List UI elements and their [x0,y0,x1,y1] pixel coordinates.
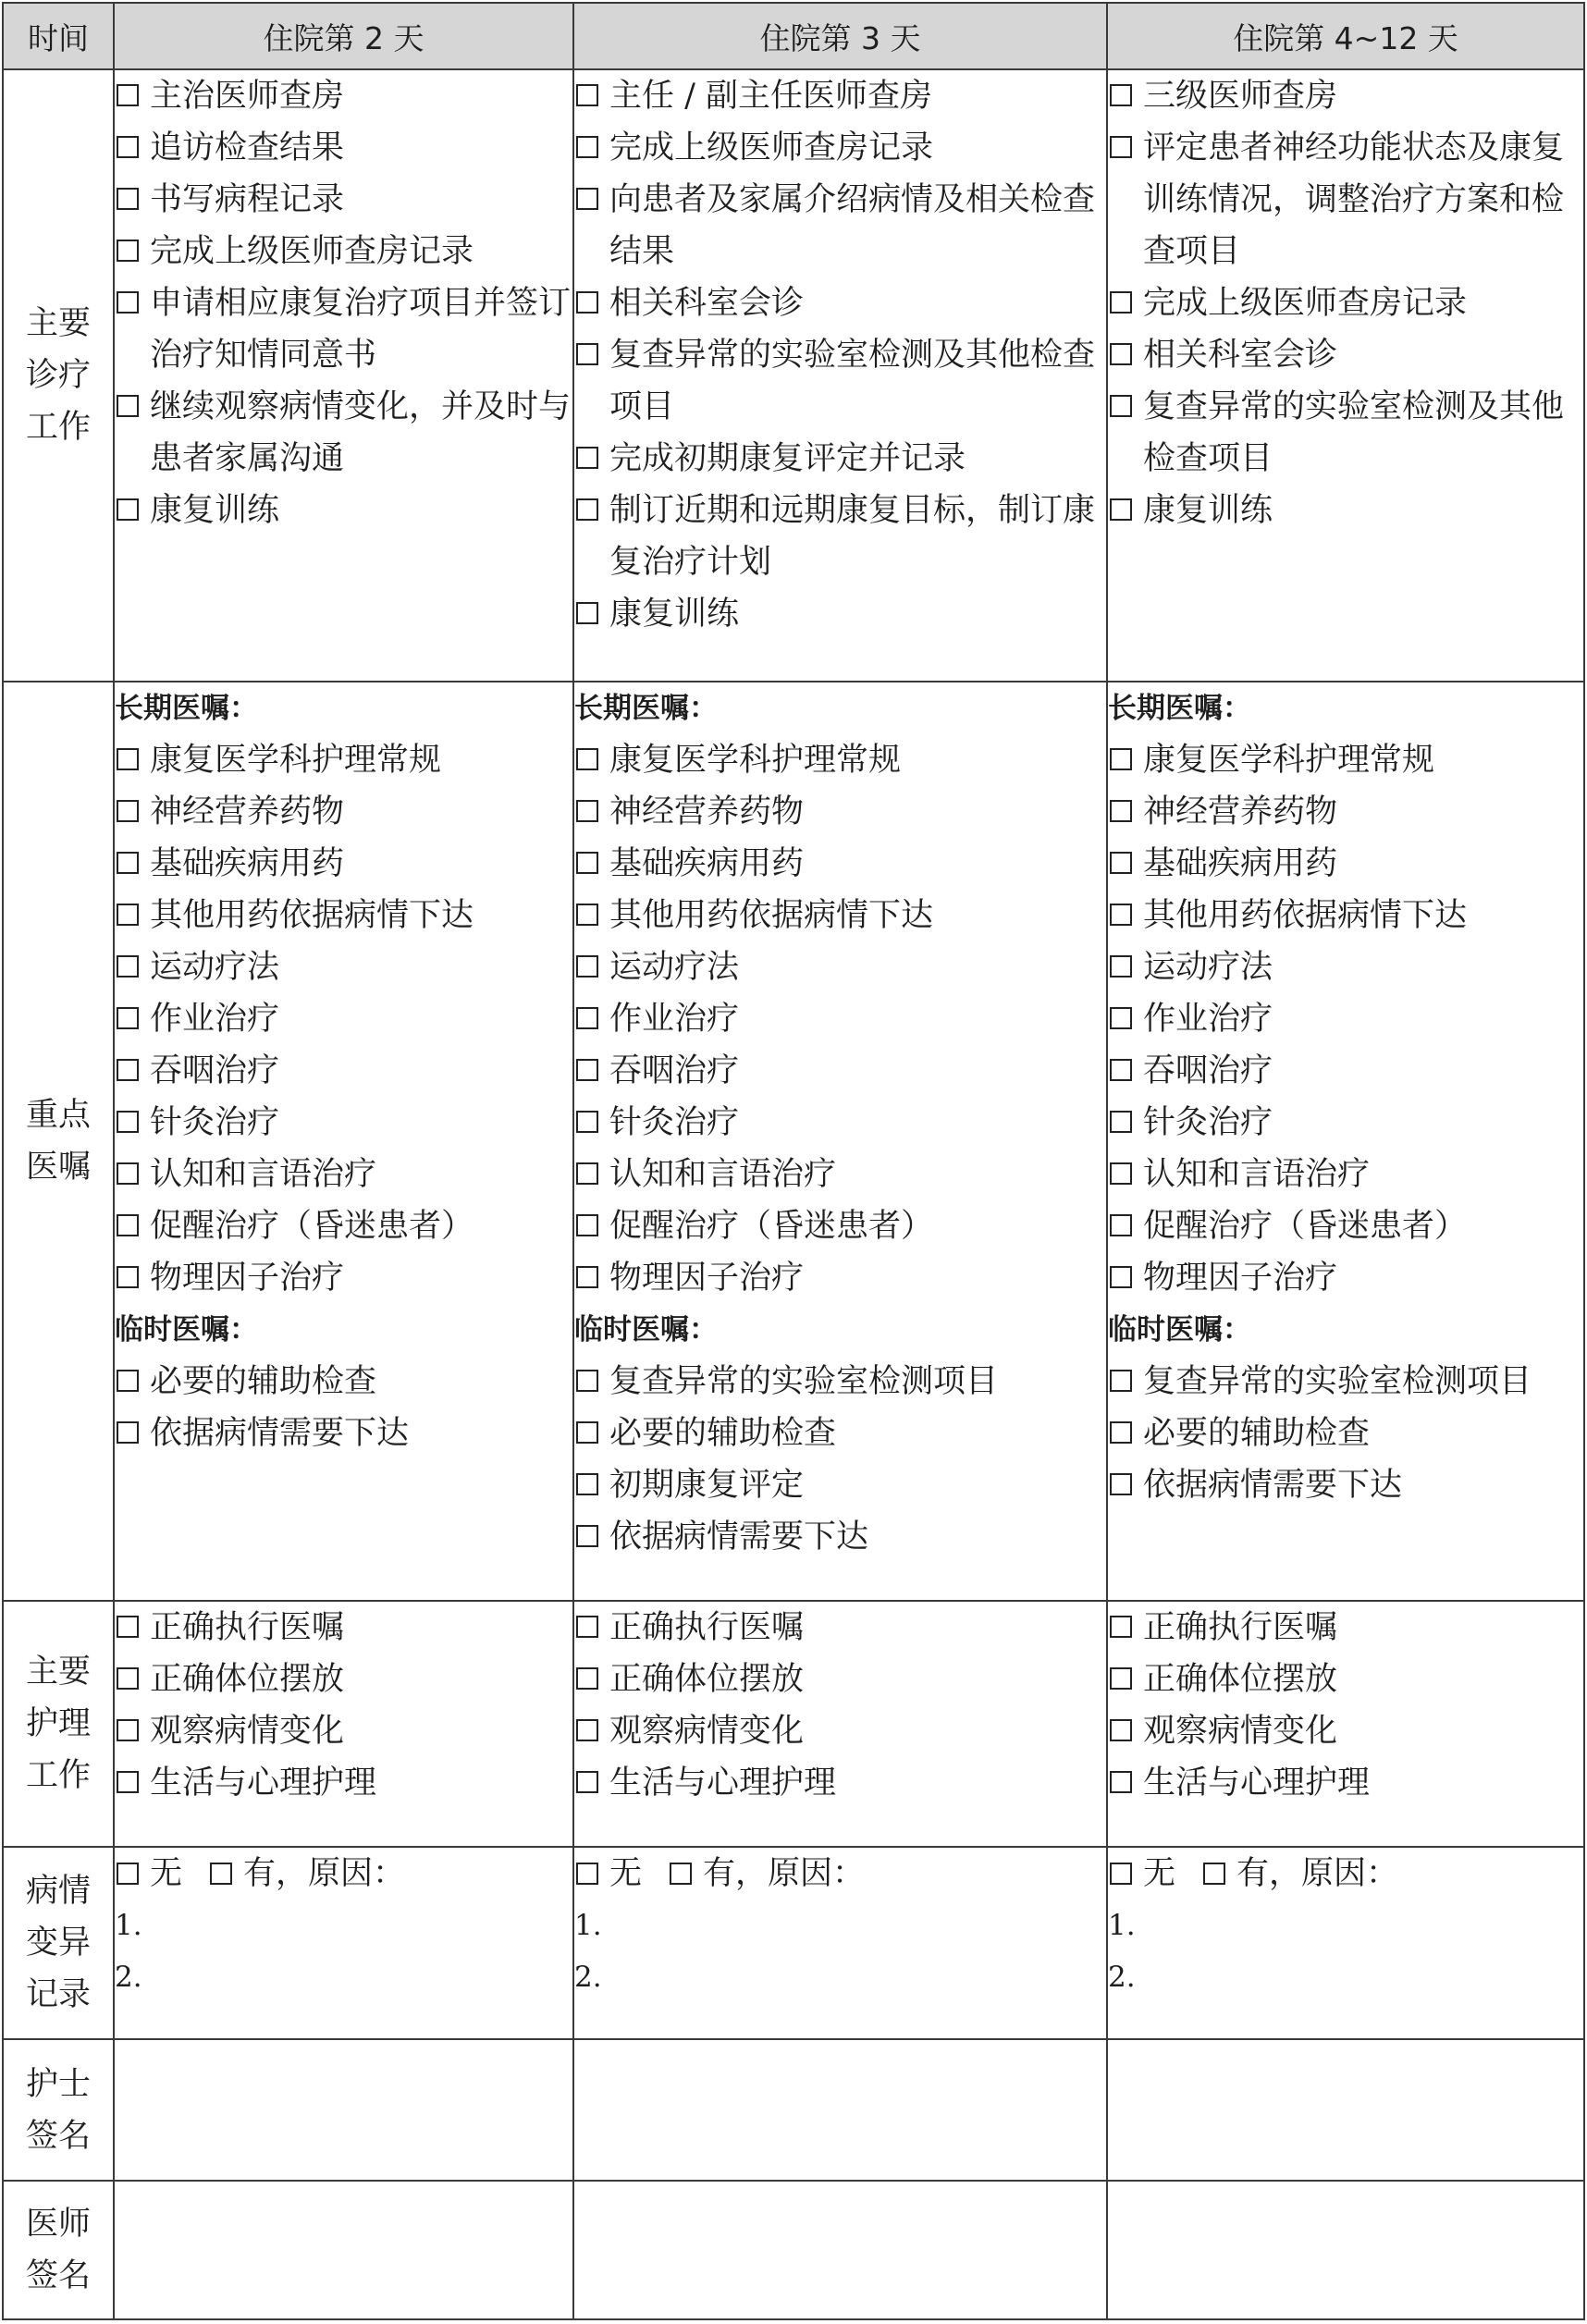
doctor-signature-day2[interactable] [114,2181,573,2319]
checklist-item[interactable]: 继续观察病情变化，并及时与患者家属沟通 [115,381,572,485]
checkbox[interactable] [576,1162,598,1185]
no-variance-checkbox[interactable] [117,1863,139,1885]
checkbox[interactable] [117,1421,139,1444]
row-label-doctor-signature: 医师 签名 [3,2181,114,2319]
checklist-item[interactable]: 运动疗法 [574,941,1106,993]
checkbox[interactable] [576,748,598,770]
checkbox[interactable] [576,136,598,158]
checklist-item[interactable]: 作业治疗 [574,993,1106,1045]
checklist-item[interactable]: 运动疗法 [1108,941,1583,993]
has-variance-checkbox[interactable] [210,1863,232,1885]
no-variance-label: 无 [609,1855,643,1892]
checklist-item[interactable]: 复查异常的实验室检测及其他检查项目 [1108,381,1583,485]
row-label-variance: 病情 变异 记录 [3,1847,114,2039]
checkbox[interactable] [1110,291,1132,314]
checkbox[interactable] [117,1111,139,1133]
diagnosis-day4-12-cell [1107,69,1584,682]
has-variance-label: 有，原因： [1236,1855,1399,1892]
checkbox[interactable] [1110,800,1132,822]
checklist-item[interactable]: 正确执行医嘱 [115,1602,572,1654]
checklist-item[interactable]: 书写病程记录 [115,174,572,226]
checkbox[interactable] [576,800,598,822]
checkbox[interactable] [576,602,598,624]
checklist-item[interactable]: 康复医学科护理常规 [115,734,572,786]
no-variance-checkbox[interactable] [576,1863,598,1885]
checkbox[interactable] [576,1111,598,1133]
checkbox[interactable] [1110,343,1132,365]
checklist-item[interactable]: 作业治疗 [1108,993,1583,1045]
checklist-item[interactable]: 神经营养药物 [115,786,572,838]
checklist-item[interactable]: 完成上级医师查房记录 [574,122,1106,174]
checklist-item[interactable]: 依据病情需要下达 [1108,1459,1583,1511]
doctor-signature-day4-12[interactable] [1107,2181,1584,2319]
checklist-item[interactable]: 主治医师查房 [115,70,572,122]
checkbox[interactable] [576,1667,598,1690]
row-diagnosis [3,69,1584,682]
checklist-item[interactable]: 依据病情需要下达 [574,1511,1106,1563]
checkbox[interactable] [117,1214,139,1236]
checkbox[interactable] [1110,852,1132,874]
checklist-item[interactable]: 针灸治疗 [574,1097,1106,1149]
checkbox[interactable] [576,188,598,210]
long-term-orders-label: 长期医嘱： [1108,692,1251,725]
checkbox[interactable] [576,904,598,926]
orders-day2-cell [114,682,573,1601]
nurse-signature-day2[interactable] [114,2039,573,2181]
checkbox[interactable] [576,291,598,314]
checkbox[interactable] [117,1370,139,1392]
checklist-item[interactable]: 必要的辅助检查 [1108,1408,1583,1459]
checkbox[interactable] [1110,498,1132,521]
checkbox[interactable] [576,1214,598,1236]
checklist-item[interactable]: 正确体位摆放 [1108,1654,1583,1705]
checklist-item[interactable]: 康复医学科护理常规 [574,734,1106,786]
header-day4-12: 住院第 4~12 天 [1107,3,1584,69]
checklist-item[interactable]: 正确执行医嘱 [574,1602,1106,1654]
header-day2: 住院第 2 天 [114,3,573,69]
checklist-item[interactable]: 正确执行医嘱 [1108,1602,1583,1654]
checkbox[interactable] [117,1007,139,1029]
checklist-item[interactable]: 复查异常的实验室检测及其他检查项目 [574,329,1106,433]
checkbox[interactable] [1110,1771,1132,1793]
checkbox[interactable] [1110,1111,1132,1133]
checkbox[interactable] [1110,955,1132,978]
checkbox[interactable] [117,136,139,158]
checklist-item[interactable]: 制订近期和远期康复目标，制订康复治疗计划 [574,485,1106,588]
checkbox[interactable] [117,291,139,314]
checklist-item[interactable]: 认知和言语治疗 [115,1149,572,1200]
row-orders [3,682,1584,1601]
checkbox[interactable] [576,1719,598,1741]
checklist-item[interactable]: 促醒治疗（昏迷患者） [574,1200,1106,1252]
checkbox[interactable] [576,1771,598,1793]
checkbox[interactable] [576,1059,598,1081]
checklist-item[interactable]: 康复训练 [1108,485,1583,536]
checklist-item[interactable]: 作业治疗 [115,993,572,1045]
checklist-item[interactable]: 正确体位摆放 [574,1654,1106,1705]
checklist-item[interactable]: 正确体位摆放 [115,1654,572,1705]
checklist-item[interactable]: 神经营养药物 [1108,786,1583,838]
reason-line-2[interactable]: 2. [115,1961,142,1994]
checkbox[interactable] [117,395,139,417]
checkbox[interactable] [576,1616,598,1638]
long-term-orders-label: 长期医嘱： [574,692,718,725]
checkbox[interactable] [1110,1719,1132,1741]
orders-day4-12-cell [1107,682,1584,1601]
checkbox[interactable] [117,188,139,210]
checklist-item[interactable]: 完成上级医师查房记录 [115,226,572,277]
checklist-item[interactable]: 生活与心理护理 [1108,1757,1583,1809]
checkbox[interactable] [576,447,598,469]
temporary-orders-label: 临时医嘱： [574,1313,718,1346]
checklist-item[interactable]: 相关科室会诊 [1108,329,1583,381]
checklist-item[interactable]: 认知和言语治疗 [574,1149,1106,1200]
has-variance-label: 有，原因： [243,1855,406,1892]
nursing-day3-cell [573,1601,1107,1847]
checklist-item[interactable]: 神经营养药物 [574,786,1106,838]
reason-line-1[interactable]: 1. [574,1909,602,1942]
checkbox[interactable] [1110,1616,1132,1638]
checkbox[interactable] [117,1266,139,1288]
checklist-item[interactable]: 运动疗法 [115,941,572,993]
checklist-item[interactable]: 康复训练 [574,588,1106,640]
row-nurse-signature [3,2039,1584,2181]
checklist-item[interactable]: 必要的辅助检查 [115,1356,572,1408]
checkbox[interactable] [1110,904,1132,926]
checklist-item[interactable]: 观察病情变化 [115,1705,572,1757]
checkbox[interactable] [117,904,139,926]
checklist-item[interactable]: 其他用药依据病情下达 [574,890,1106,941]
row-nursing [3,1601,1584,1847]
checkbox[interactable] [117,1667,139,1690]
has-variance-label: 有，原因： [703,1855,866,1892]
nursing-day4-12-cell [1107,1601,1584,1847]
checklist-item[interactable]: 吞咽治疗 [1108,1045,1583,1097]
header-row [3,3,1584,69]
checkbox[interactable] [576,955,598,978]
variance-day2-cell [114,1847,573,2039]
checkbox[interactable] [1110,1266,1132,1288]
long-term-orders-label: 长期医嘱： [115,692,258,725]
reason-line-2[interactable]: 2. [574,1961,602,1994]
checkbox[interactable] [1110,1059,1132,1081]
temporary-orders-label: 临时医嘱： [1108,1313,1251,1346]
checkbox[interactable] [1110,1421,1132,1444]
checklist-item[interactable]: 申请相应康复治疗项目并签订治疗知情同意书 [115,277,572,381]
checkbox[interactable] [117,1771,139,1793]
checklist-item[interactable]: 完成上级医师查房记录 [1108,277,1583,329]
checkbox[interactable] [117,1059,139,1081]
checklist-item[interactable]: 追访检查结果 [115,122,572,174]
checklist-item[interactable]: 康复训练 [115,485,572,536]
nursing-day2-cell [114,1601,573,1847]
checklist-item[interactable]: 生活与心理护理 [574,1757,1106,1809]
checklist-item[interactable]: 其他用药依据病情下达 [1108,890,1583,941]
variance-day4-12-cell [1107,1847,1584,2039]
checklist-item[interactable]: 针灸治疗 [1108,1097,1583,1149]
doctor-signature-day3[interactable] [573,2181,1107,2319]
checkbox[interactable] [117,1616,139,1638]
checkbox[interactable] [576,852,598,874]
checklist-item[interactable]: 相关科室会诊 [574,277,1106,329]
checkbox[interactable] [117,852,139,874]
checkbox[interactable] [1110,1370,1132,1392]
checklist-item[interactable]: 主任 / 副主任医师查房 [574,70,1106,122]
checkbox[interactable] [117,84,139,106]
checklist-item[interactable]: 吞咽治疗 [574,1045,1106,1097]
row-label-orders: 重点 医嘱 [3,682,114,1601]
checklist-item[interactable]: 其他用药依据病情下达 [115,890,572,941]
checkbox[interactable] [1110,1473,1132,1495]
has-variance-checkbox[interactable] [670,1863,692,1885]
checklist-item[interactable]: 吞咽治疗 [115,1045,572,1097]
checklist-item[interactable]: 基础疾病用药 [1108,838,1583,890]
no-variance-label: 无 [1143,1855,1176,1892]
checkbox[interactable] [117,1719,139,1741]
row-label-diagnosis: 主要 诊疗 工作 [3,69,114,682]
checkbox[interactable] [117,1162,139,1185]
checkbox[interactable] [1110,136,1132,158]
no-variance-label: 无 [150,1855,183,1892]
row-doctor-signature [3,2181,1584,2319]
checklist-item[interactable]: 康复医学科护理常规 [1108,734,1583,786]
checklist-item[interactable]: 基础疾病用药 [115,838,572,890]
checkbox[interactable] [576,1421,598,1444]
checklist-item[interactable]: 物理因子治疗 [1108,1252,1583,1304]
checkbox[interactable] [576,84,598,106]
header-day3: 住院第 3 天 [573,3,1107,69]
checkbox[interactable] [1110,1214,1132,1236]
checklist-item[interactable]: 促醒治疗（昏迷患者） [115,1200,572,1252]
checkbox[interactable] [117,955,139,978]
checkbox[interactable] [117,498,139,521]
checklist-item[interactable]: 必要的辅助检查 [574,1408,1106,1459]
checklist-item[interactable]: 复查异常的实验室检测项目 [574,1356,1106,1408]
checkbox[interactable] [576,1525,598,1547]
no-variance-checkbox[interactable] [1110,1863,1132,1885]
checklist-item[interactable]: 基础疾病用药 [574,838,1106,890]
checklist-item[interactable]: 三级医师查房 [1108,70,1583,122]
nurse-signature-day4-12[interactable] [1107,2039,1584,2181]
checkbox[interactable] [576,343,598,365]
checkbox[interactable] [117,748,139,770]
diagnosis-day2-cell [114,69,573,682]
checklist-item[interactable]: 复查异常的实验室检测项目 [1108,1356,1583,1408]
temporary-orders-label: 临时医嘱： [115,1313,258,1346]
has-variance-checkbox[interactable] [1203,1863,1225,1885]
header-time: 时间 [3,3,114,69]
checkbox[interactable] [117,800,139,822]
checkbox[interactable] [1110,395,1132,417]
checkbox[interactable] [576,1370,598,1392]
checkbox[interactable] [576,498,598,521]
checklist-item[interactable]: 认知和言语治疗 [1108,1149,1583,1200]
checkbox[interactable] [1110,84,1132,106]
variance-day3-cell [573,1847,1107,2039]
checkbox[interactable] [117,240,139,262]
diagnosis-day3-cell [573,69,1107,682]
checkbox[interactable] [1110,1007,1132,1029]
checklist-item[interactable]: 观察病情变化 [574,1705,1106,1757]
row-label-nursing: 主要 护理 工作 [3,1601,114,1847]
checkbox[interactable] [576,1266,598,1288]
checkbox[interactable] [576,1473,598,1495]
clinical-pathway-table [2,2,1585,2320]
checklist-item[interactable]: 促醒治疗（昏迷患者） [1108,1200,1583,1252]
orders-day3-cell [573,682,1107,1601]
checkbox[interactable] [1110,1667,1132,1690]
row-label-nurse-signature: 护士 签名 [3,2039,114,2181]
reason-line-1[interactable]: 1. [115,1909,142,1942]
checklist-item[interactable]: 向患者及家属介绍病情及相关检查结果 [574,174,1106,277]
checkbox[interactable] [576,1007,598,1029]
reason-line-1[interactable]: 1. [1108,1909,1136,1942]
checklist-item[interactable]: 评定患者神经功能状态及康复训练情况，调整治疗方案和检查项目 [1108,122,1583,277]
checklist-item[interactable]: 物理因子治疗 [115,1252,572,1304]
checklist-item[interactable]: 完成初期康复评定并记录 [574,433,1106,485]
checklist-item[interactable]: 物理因子治疗 [574,1252,1106,1304]
checklist-item[interactable]: 观察病情变化 [1108,1705,1583,1757]
checklist-item[interactable]: 针灸治疗 [115,1097,572,1149]
nurse-signature-day3[interactable] [573,2039,1107,2181]
reason-line-2[interactable]: 2. [1108,1961,1136,1994]
checklist-item[interactable]: 依据病情需要下达 [115,1408,572,1459]
checkbox[interactable] [1110,748,1132,770]
checkbox[interactable] [1110,1162,1132,1185]
row-variance [3,1847,1584,2039]
checklist-item[interactable]: 初期康复评定 [574,1459,1106,1511]
checklist-item[interactable]: 生活与心理护理 [115,1757,572,1809]
